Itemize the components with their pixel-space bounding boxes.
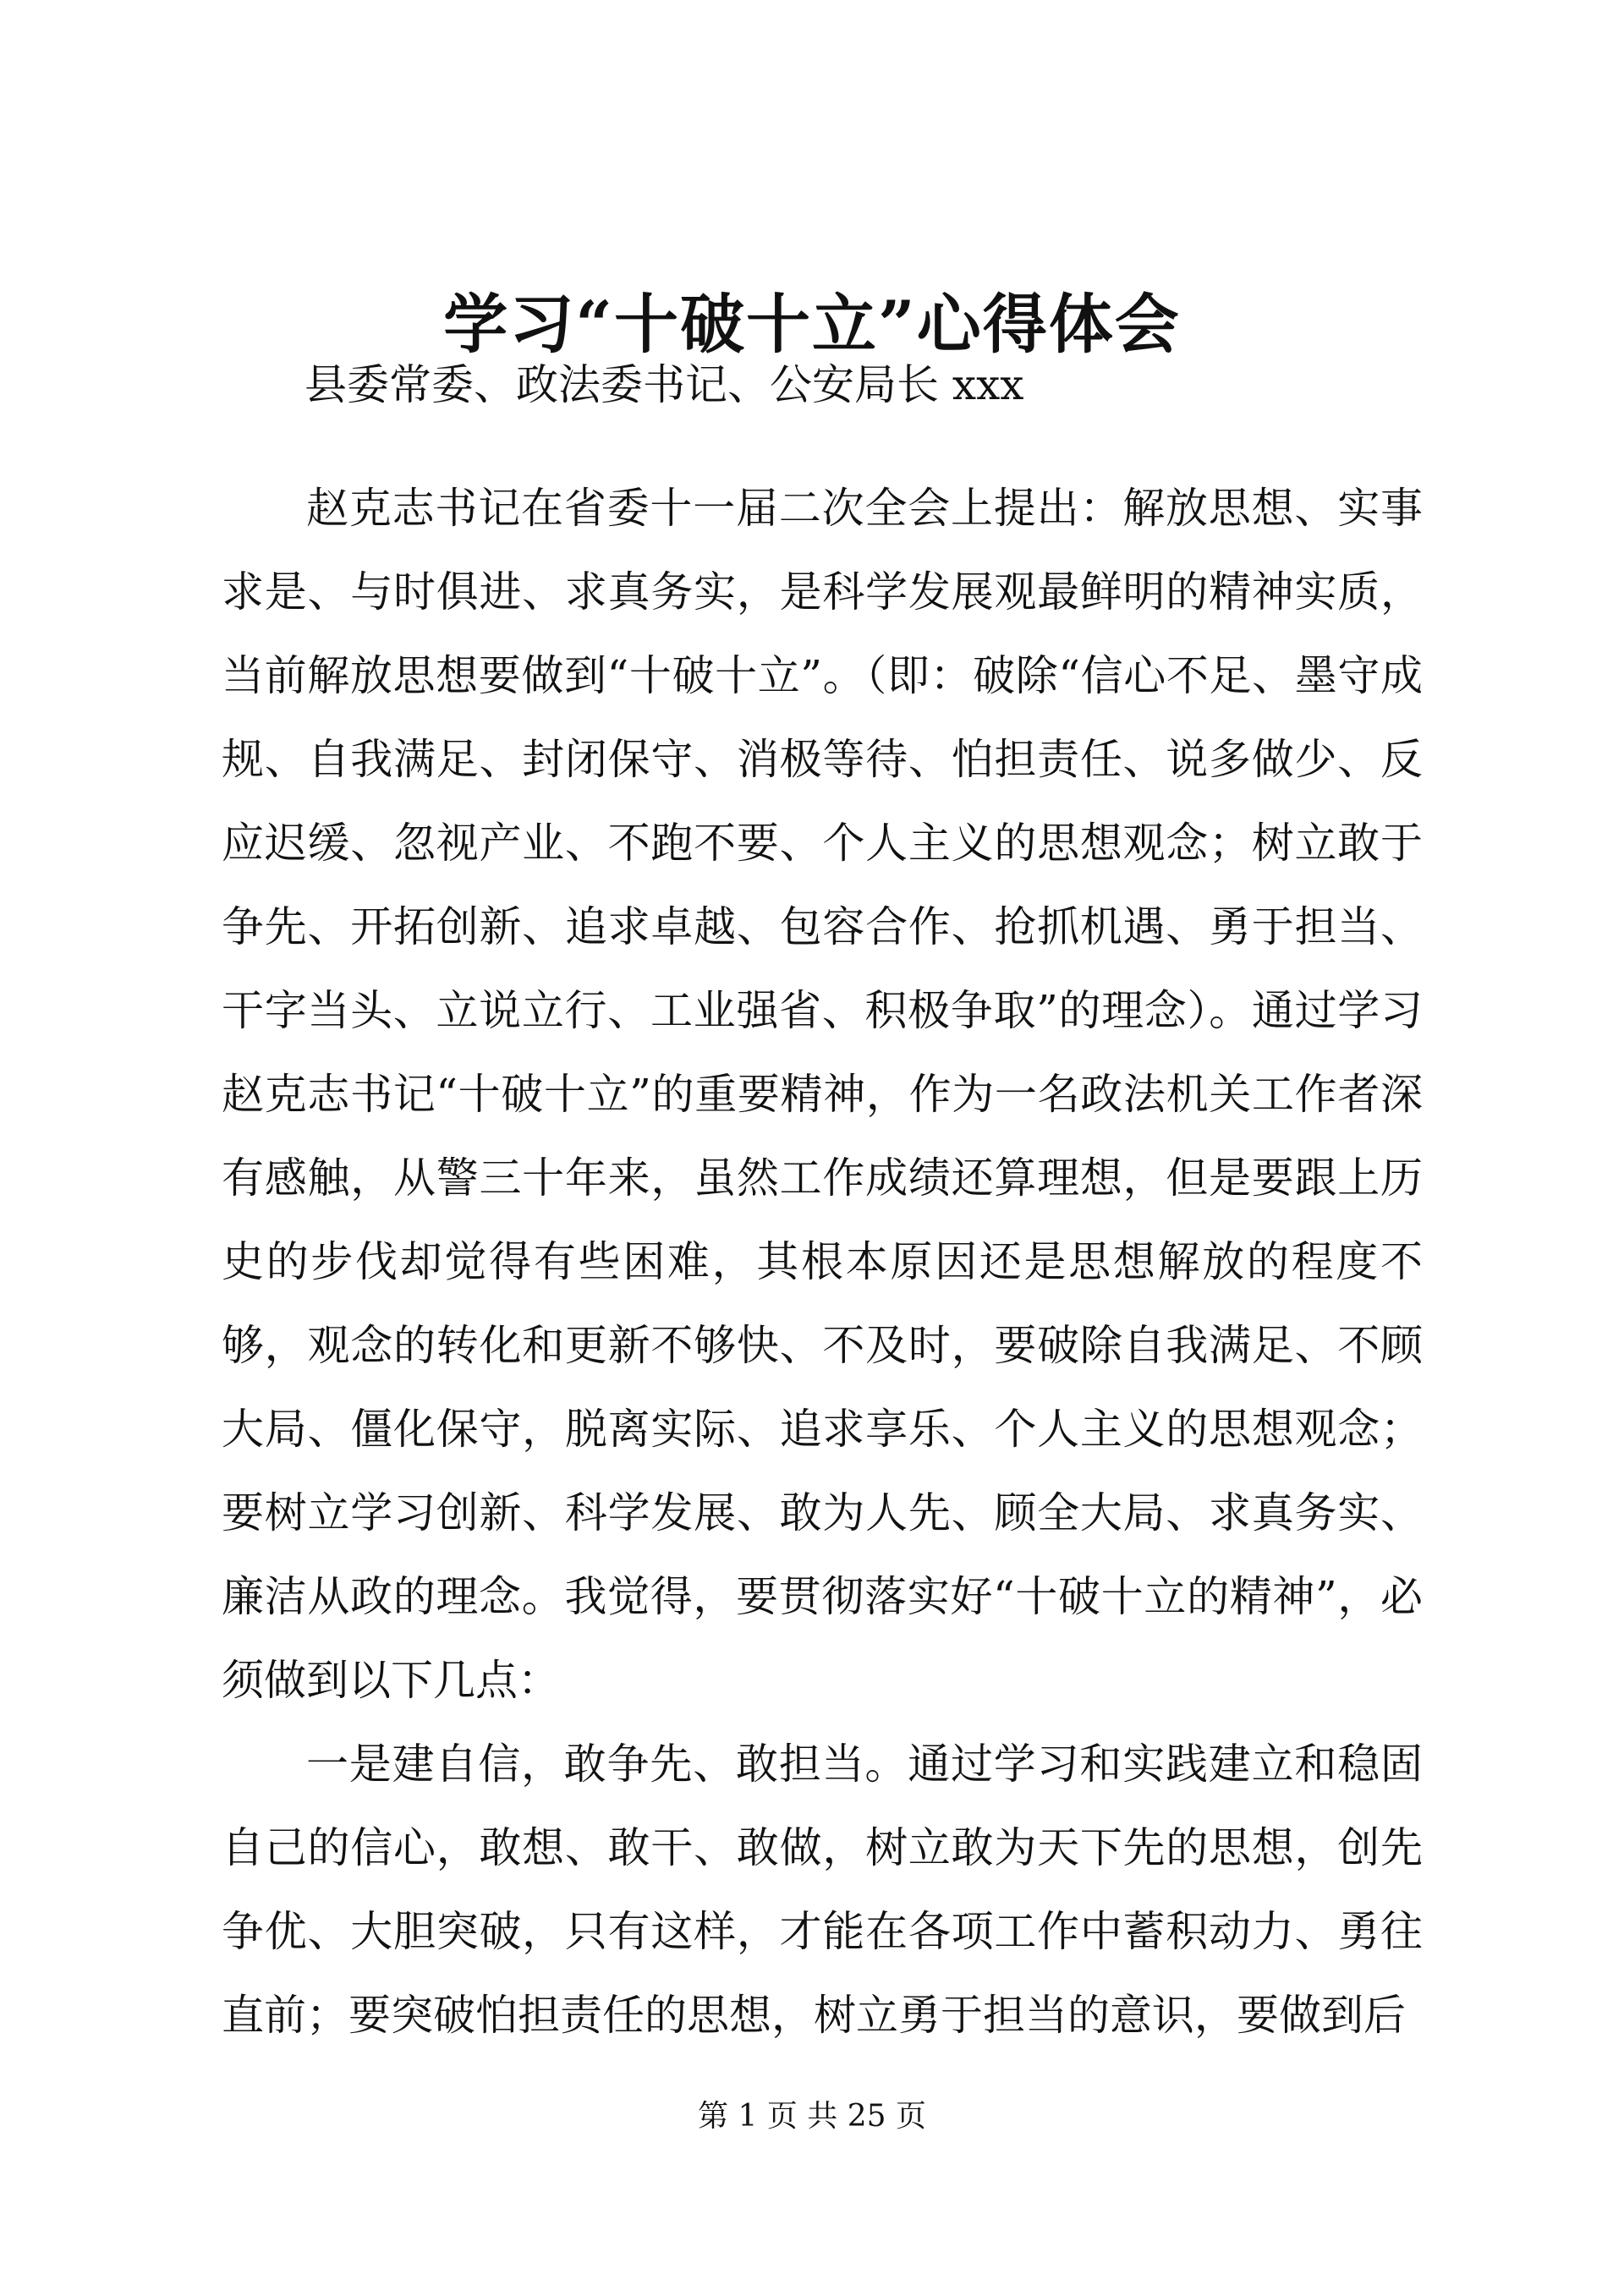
paragraph-intro: 赵克志书记在省委十一届二次全会上提出：解放思想、实事求是、与时俱进、求真务实，是科学发展观最鲜明的精神实质，当前解放思想要做到“十破十立”。（即：破除“信心不足、墨守成规、自我满足、封闭保守、消极等待、怕担责任、说多做少、反应迟缓、忽视产业、不跑不要、个人主义的思想观念；树立敢于争先、开拓创新、追求卓越、包容合作、抢抓机遇、勇于担当、干字当头、立说立行、工业强省、积极争取”的理念）。通过学习赵克志书记“十破十立”的重要精神，作为一名政法机关工作者深有感触，从警三十年来，虽然工作成绩还算理想，但是要跟上历史的步伐却觉得有些困难，其根本原因还是思想解放的程度不够，观念的转化和更新不够快、不及时，要破除自我满足、不顾大局、僵化保守，脱离实际、追求享乐、个人主义的思想观念；要树立学习创新、科学发展、敢为人先、顾全大局、求真务实、廉洁从政的理念。我觉得，要贯彻落实好“十破十立的精神”，必须做到以下几点：	[222, 484, 1423, 1705]
page-number-footer: 第 1 页 共 25 页	[698, 2099, 926, 2134]
paragraph-point-one: 一是建自信，敢争先、敢担当。通过学习和实践建立和稳固自己的信心，敢想、敢干、敢做，树立敢为天下先的思想，创先争优、大胆突破，只有这样，才能在各项工作中蓄积动力、勇往直前；要突破怕担责任的思想，树立勇于担当的意识，要做到后	[222, 1740, 1423, 2040]
author-line: 县委常委、政法委书记、公安局长 xxx	[304, 360, 1024, 409]
document-title: 学习“十破十立”心得体会	[443, 287, 1181, 362]
document-body	[222, 467, 1423, 2058]
